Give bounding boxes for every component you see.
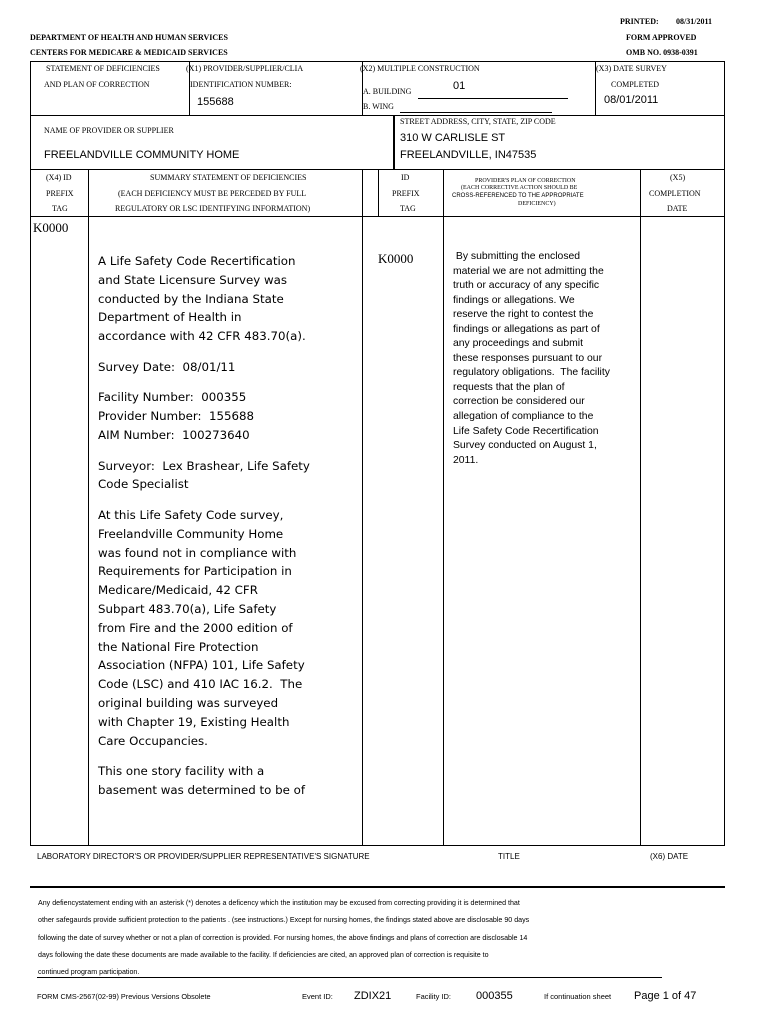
plan-header-4: DEFICIENCY)	[518, 201, 556, 207]
summary-line: Code Specialist	[98, 477, 189, 492]
page-number: Page 1 of 47	[634, 990, 697, 1002]
disclaimer-text	[38, 895, 728, 981]
centers-title: CENTERS FOR MEDICARE & MEDICAID SERVICES	[30, 48, 228, 57]
summary-line: Freelandville Community Home	[98, 526, 284, 541]
id-tag-label: TAG	[400, 204, 416, 213]
completed-label: COMPLETED	[611, 80, 659, 89]
x3-label: (X3) DATE SURVEY	[596, 64, 667, 73]
x4-prefix-label: PREFIX	[46, 189, 74, 198]
summary-line: and State Licensure Survey was	[98, 272, 288, 287]
x1-label: (X1) PROVIDER/SUPPLIER/CLIA	[186, 64, 304, 73]
summary-line	[98, 346, 360, 358]
summary-line: Code (LSC) and 410 IAC 16.2. The	[98, 677, 303, 692]
summary-line: At this Life Safety Code survey,	[98, 507, 284, 522]
printed-label: PRINTED:	[620, 17, 659, 26]
plan-of-correction-label: AND PLAN OF CORRECTION	[44, 80, 150, 89]
x4-tag-label: TAG	[52, 204, 68, 213]
survey-date-value: 08/01/2011	[604, 94, 659, 106]
summary-line	[98, 494, 360, 506]
provider-name-value: FREELANDVILLE COMMUNITY HOME	[44, 149, 240, 161]
plan-line: correction be considered our	[453, 396, 585, 408]
summary-line: Association (NFPA) 101, Life Safety	[98, 658, 305, 673]
disclaimer-line: days following the date these documents are made available to the facility. If deficiencies are cited, an approved plan of correction is requisite to	[38, 950, 489, 959]
plan-line: 2011.	[453, 454, 479, 466]
summary-line: Provider Number: 155688	[98, 409, 255, 424]
provider-id-value: 155688	[197, 96, 234, 108]
summary-header-1: SUMMARY STATEMENT OF DEFICIENCIES	[150, 173, 307, 182]
address-line-2: FREELANDVILLE, IN47535	[400, 149, 537, 161]
plan-line: these responses pursuant to our	[453, 352, 603, 364]
statement-label: STATEMENT OF DEFICIENCIES	[46, 64, 160, 73]
continuation-label: If continuation sheet	[544, 992, 612, 1001]
building-label: A. BUILDING	[363, 87, 412, 96]
summary-line: the National Fire Protection	[98, 639, 259, 654]
identification-number-label: IDENTIFICATION NUMBER:	[190, 80, 292, 89]
provider-name-label: NAME OF PROVIDER OR SUPPLIER	[44, 126, 174, 135]
summary-line: This one story facility with a	[98, 764, 265, 779]
summary-line: Care Occupancies.	[98, 733, 208, 748]
omb-number: OMB NO. 0938-0391	[626, 48, 698, 57]
date-label: DATE	[667, 204, 688, 213]
plan-line: requests that the plan of	[453, 381, 565, 393]
summary-line: Subpart 483.70(a), Life Safety	[98, 601, 277, 616]
address-label: STREET ADDRESS, CITY, STATE, ZIP CODE	[400, 117, 556, 126]
address-line-1: 310 W CARLISLE ST	[400, 132, 506, 144]
summary-statement	[98, 252, 360, 800]
signature-label: LABORATORY DIRECTOR'S OR PROVIDER/SUPPLIER REPRESENTATIVE'S SIGNATURE	[37, 852, 370, 861]
summary-line: Facility Number: 000355	[98, 390, 247, 405]
plan-header-3: CROSS-REFERENCED TO THE APPROPRIATE	[452, 193, 584, 199]
x6-date-label: (X6) DATE	[650, 852, 689, 861]
plan-line: material we are not admitting the	[453, 265, 604, 277]
x5-label: (X5)	[670, 173, 686, 182]
summary-line: A Life Safety Code Recertification	[98, 254, 296, 268]
summary-line: was found not in compliance with	[98, 545, 297, 560]
plan-line: findings or allegations as part of	[453, 323, 600, 335]
plan-line: findings or allegations. We	[453, 294, 575, 306]
summary-line: Medicare/Medicaid, 42 CFR	[98, 583, 258, 598]
summary-line: Requirements for Participation in	[98, 564, 292, 579]
summary-line: basement was determined to be of	[98, 782, 305, 797]
summary-header-3: REGULATORY OR LSC IDENTIFYING INFORMATION)	[115, 204, 311, 213]
summary-line: Survey Date: 08/01/11	[98, 359, 236, 374]
summary-line: conducted by the Indiana State	[98, 291, 284, 306]
summary-line: from Fire and the 2000 edition of	[98, 620, 293, 635]
plan-line: any proceedings and submit	[453, 338, 583, 350]
summary-line	[98, 377, 360, 389]
summary-header-2: (EACH DEFICIENCY MUST BE PERCEDED BY FULL	[118, 189, 307, 198]
wing-label: B. WING	[363, 102, 394, 111]
completion-label: COMPLETION	[649, 189, 701, 198]
building-value: 01	[453, 80, 466, 92]
plan-line: allegation of compliance to the	[453, 411, 594, 423]
summary-line: with Chapter 19, Existing Health	[98, 714, 290, 729]
form-approved: FORM APPROVED	[626, 33, 697, 42]
x4-id-label: (X4) ID	[46, 173, 72, 182]
title-label: TITLE	[498, 852, 520, 861]
event-id-label: Event ID:	[302, 992, 333, 1001]
plan-of-correction-text	[453, 250, 638, 468]
event-id-value: ZDIX21	[354, 990, 392, 1002]
facility-id-label: Facility ID:	[416, 992, 452, 1001]
department-title: DEPARTMENT OF HEALTH AND HUMAN SERVICES	[30, 33, 228, 42]
summary-line	[98, 750, 360, 762]
summary-line: accordance with 42 CFR 483.70(a).	[98, 329, 306, 344]
plan-line: By submitting the enclosed	[453, 251, 581, 262]
plan-line: Life Safety Code Recertification	[453, 425, 599, 437]
plan-header-1: PROVIDER'S PLAN OF CORRECTION	[475, 178, 576, 184]
summary-line: Department of Health in	[98, 310, 242, 325]
facility-id-value: 000355	[476, 990, 513, 1002]
disclaimer-line: continued program participation.	[38, 968, 140, 977]
id-prefix-label: PREFIX	[392, 189, 420, 198]
plan-line: regulatory obligations. The facility	[453, 367, 610, 379]
plan-header-2: (EACH CORRECTIVE ACTION SHOULD BE	[461, 185, 578, 191]
x2-label: (X2) MULTIPLE CONSTRUCTION	[360, 64, 480, 73]
right-tag: K0000	[378, 251, 414, 266]
summary-line	[98, 445, 360, 457]
summary-line: Surveyor: Lex Brashear, Life Safety	[98, 458, 310, 473]
disclaimer-line: other safegaurds provide sufficient protection to the patients . (see instructions.) Except for nursing homes, the findings stated above are disclosable 90 days	[38, 916, 530, 925]
form-label: FORM CMS-2567(02-99) Previous Versions Obsolete	[37, 992, 211, 1001]
id-label: ID	[401, 173, 410, 182]
printed-date: 08/31/2011	[676, 17, 713, 26]
plan-line: reserve the right to contest the	[453, 309, 594, 321]
plan-line: truth or accuracy of any specific	[453, 280, 600, 292]
summary-line: original building was surveyed	[98, 695, 279, 710]
left-tag: K0000	[33, 220, 69, 235]
plan-line: Survey conducted on August 1,	[453, 440, 597, 452]
disclaimer-line: following the date of survey whether or not a plan of correction is provided. For nursing homes, the above findings and plans of correction are disclosable 14	[38, 933, 528, 942]
summary-line: AIM Number: 100273640	[98, 427, 250, 442]
disclaimer-line: Any defiencystatement ending with an asterisk (*) denotes a deficency which the institution may be excused from correcting providing it is determined that	[38, 899, 520, 907]
